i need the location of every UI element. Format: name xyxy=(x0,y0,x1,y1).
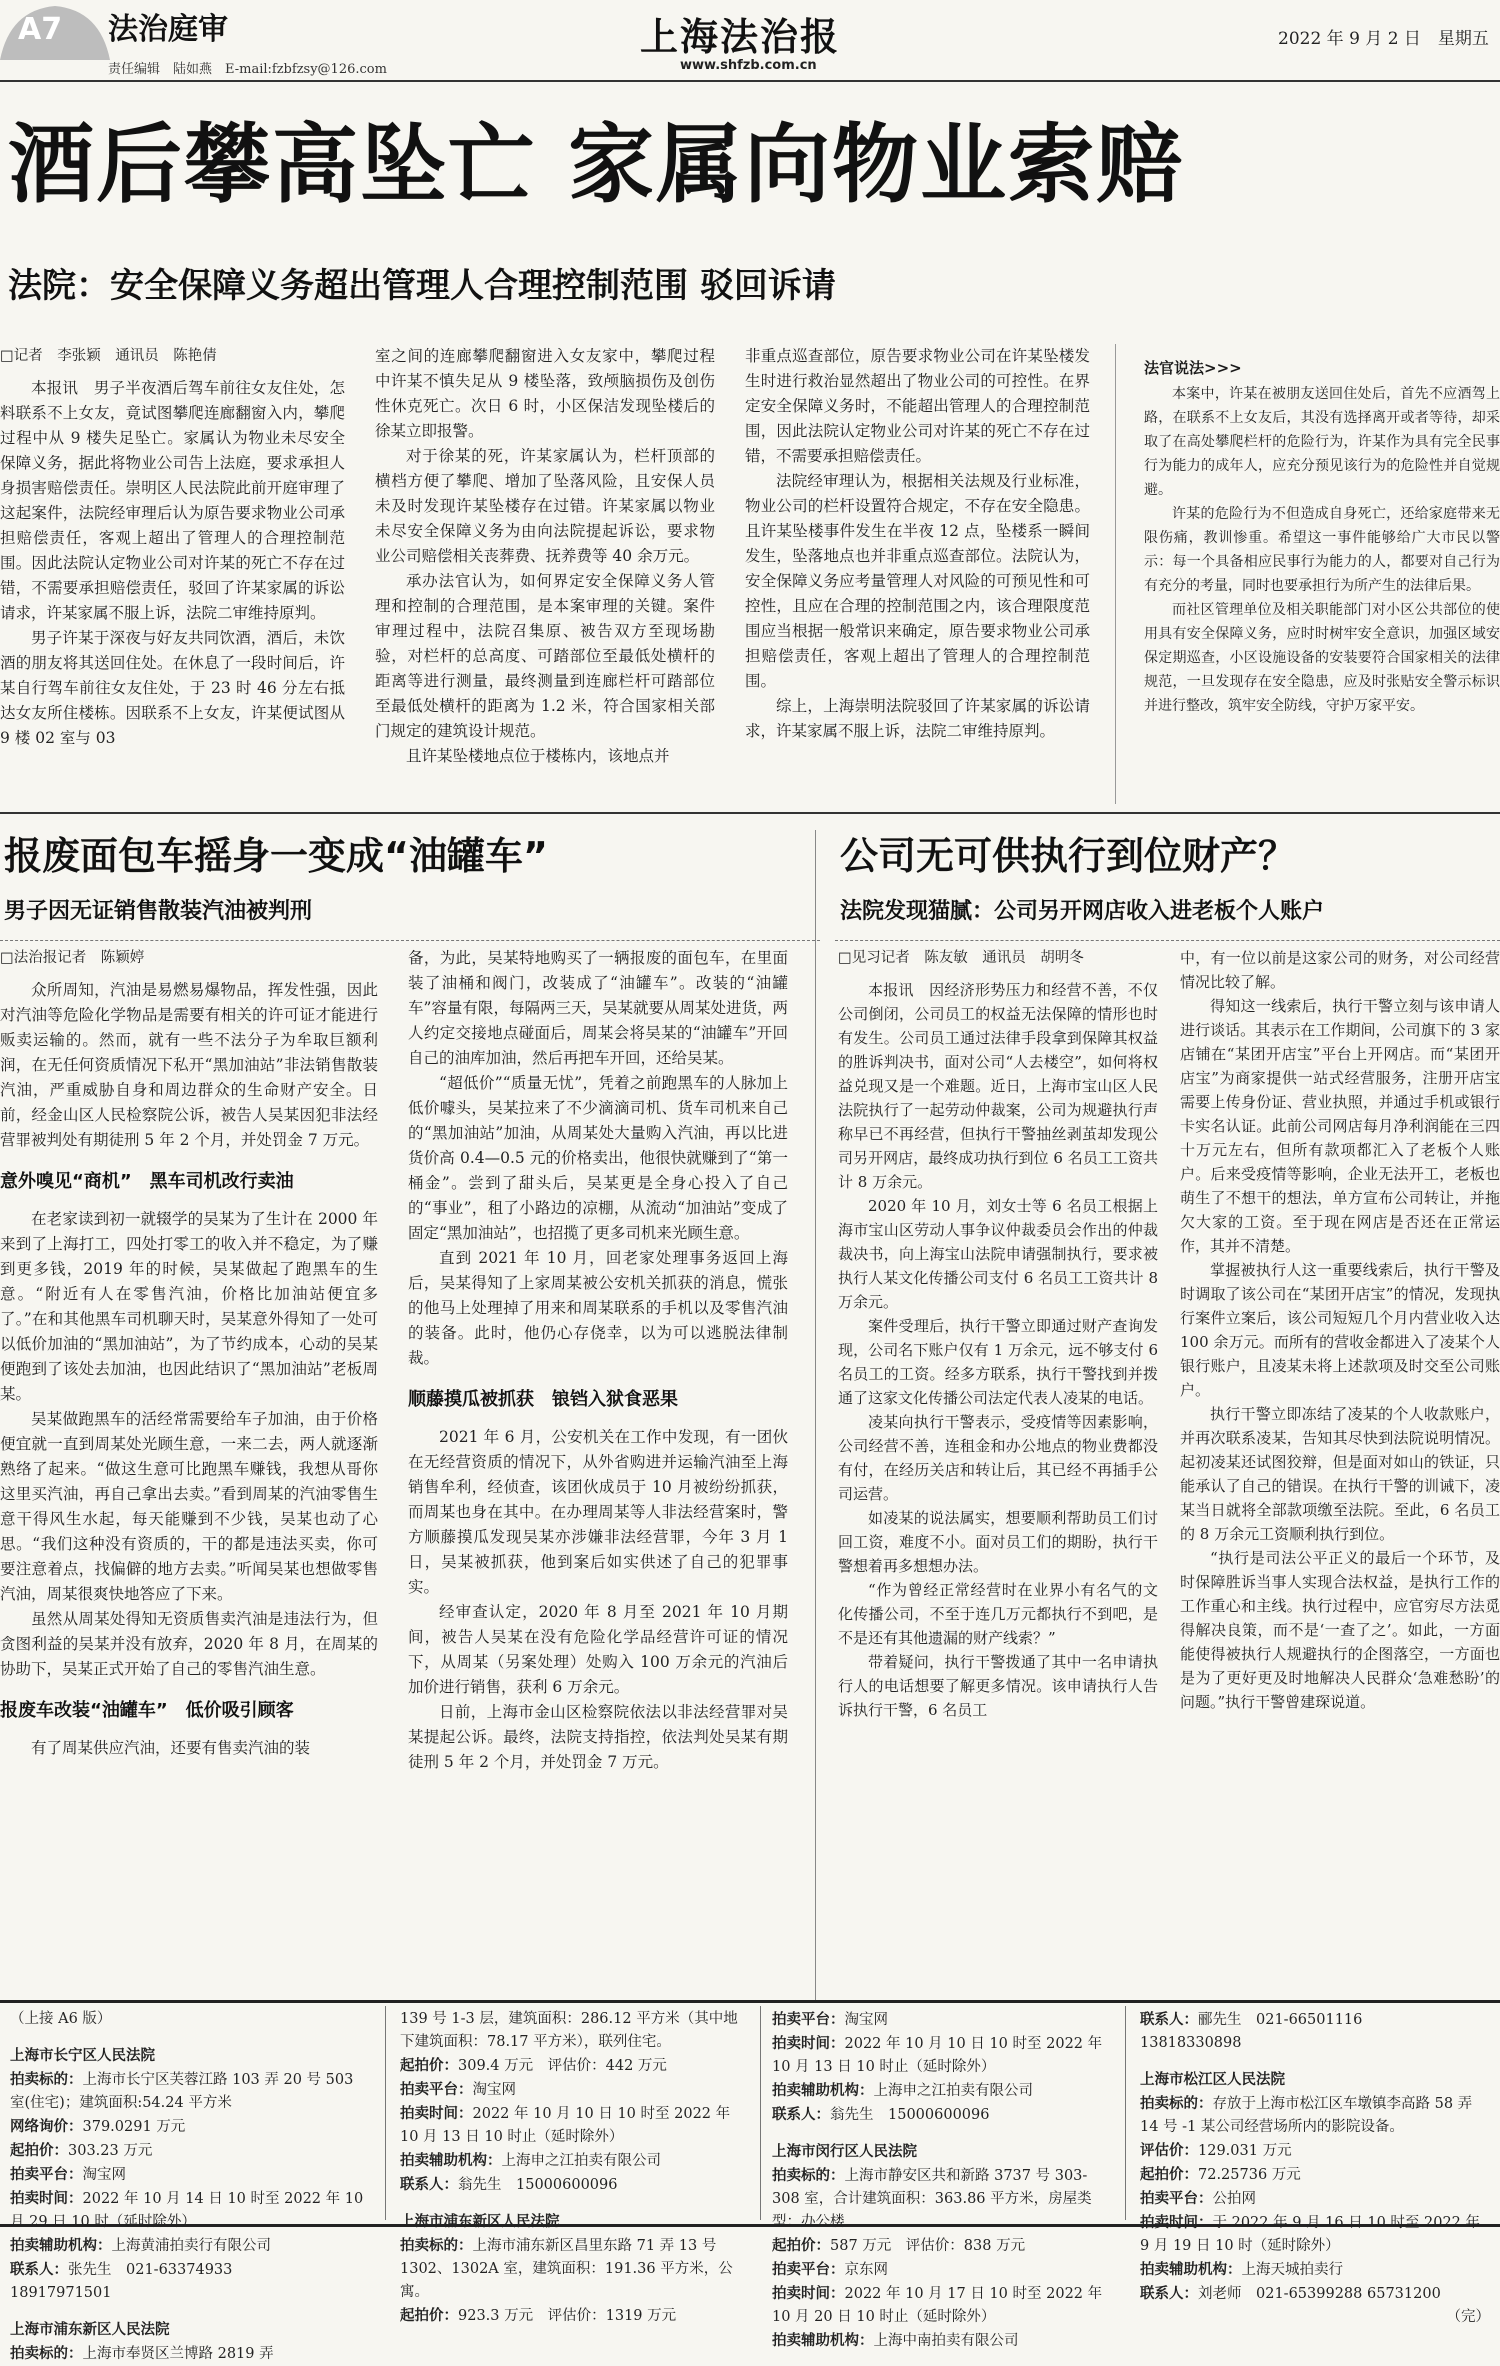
auction-field-label: 起拍价： xyxy=(772,2237,830,2254)
auction-field xyxy=(10,2342,370,2366)
auction-field-label: 拍卖平台： xyxy=(10,2166,83,2183)
story2-paragraph: “超低价”“质量无忧”，凭着之前跑黑车的人脉加上低价噱头，吴某拉来了不少滴滴司机、货车司机来自己的“黑加油站”加油，从周某处大量购入汽油，再以比进货价高 0.4—0.5 元的价格卖出，他很快就赚到了“第一桶金”。尝到了甜头后，吴某更是全身心投入了自己的“事业”，租了小路边的凉棚，从流动“加油站”变成了固定“黑加油站”，也招揽了更多司机来光顾生意。 xyxy=(408,1074,788,1242)
auction-field-label: 起拍价： xyxy=(10,2142,68,2159)
story3-headline: 公司无可供执行到位财产？ xyxy=(840,834,1297,878)
auction-field-value: 翁先生 15000600096 xyxy=(830,2107,990,2123)
lead-byline: □记者 李张颖 通讯员 陈艳倩 xyxy=(0,348,217,364)
judge-box-title: 法官说法>>> xyxy=(1144,359,1242,377)
editor-line: 责任编辑 陆如燕 E-mail:fzbfzsy@126.com xyxy=(108,62,387,77)
story2-subheading: 意外嗅见“商机” 黑车司机改行卖油 xyxy=(0,1171,294,1192)
auction-court-name: 上海市浦东新区人民法院 xyxy=(10,2322,170,2338)
story3-byline: □见习记者 陈友敏 通讯员 胡明冬 xyxy=(838,950,1084,966)
auction-field-value: 379.0291 万元 xyxy=(82,2119,186,2135)
auction-field xyxy=(1140,2211,1490,2258)
auction-court-name: 上海市浦东新区人民法院 xyxy=(400,2214,560,2230)
auction-field-value: 上海申之江拍卖有限公司 xyxy=(501,2153,661,2169)
story3-paragraph: 案件受理后，执行干警立即通过财产查询发现，公司名下账户仅有 1 万余元，远不够支付 6 名员工的工资。经多方联系，执行干警找到并拨通了这家文化传播公司法定代表人凌某的电话。 xyxy=(838,1317,1158,1407)
story2-paragraph: 直到 2021 年 10 月，回老家处理事务返回上海后，吴某得知了上家周某被公安机关抓获的消息，慌张的他马上处理掉了用来和周某联系的手机以及零售汽油的装备。此时，他仍心存侥幸，以为可以逃脱法律制裁。 xyxy=(408,1249,788,1367)
auction-field xyxy=(10,2139,370,2163)
auction-field-label: 拍卖辅助机构： xyxy=(10,2237,112,2254)
lead-paragraph: 综上，上海崇明法院驳回了许某家属的诉讼请求，许某家属不服上诉，法院二审维持原判。 xyxy=(745,697,1090,740)
story2-column-2 xyxy=(408,946,788,1988)
auction-field xyxy=(400,2078,745,2102)
auction-field-value: 上海天城拍卖行 xyxy=(1241,2262,1343,2278)
auction-field-value: 129.031 万元 xyxy=(1198,2143,1292,2159)
lead-paragraph: 法院经审理认为，根据相关法规及行业标准，物业公司的栏杆设置符合规定，不存在安全隐患。且许某坠楼事件发生在半夜 12 点，坠楼系一瞬间发生，坠落地点也并非重点巡查部位。法院认为，安全保障义务应考量管理人对风险的可预见性和可控性，且应在合理的控制范围之内，该合理限度范围应当根据一般常识来确定，原告要求物业公司承担赔偿责任，客观上超出了管理人的合理控制范围。 xyxy=(745,472,1090,690)
auction-field xyxy=(1140,2258,1490,2282)
lead-paragraph: 本报讯 男子半夜酒后驾车前往女友住处，怎料联系不上女友，竟试图攀爬连廊翻窗入内，攀爬过程中从 9 楼失足坠亡。家属认为物业未尽安全保障义务，据此将物业公司告上法庭，要求承担人身损害赔偿责任。崇明区人民法院此前开庭审理了这起案件，法院经审理后认为原告要求物业公司承担赔偿责任，客观上超出了管理人的合理控制范围。因此法院认定物业公司对许某的死亡不存在过错，不需要承担赔偿责任，驳回了许某家属的诉讼请求，许某家属不服上诉，法院二审维持原判。 xyxy=(0,379,345,622)
column-divider xyxy=(815,830,816,2000)
auction-field-label: 拍卖标的： xyxy=(400,2237,473,2254)
page-badge xyxy=(0,0,110,60)
judge-paragraph: 而社区管理单位及相关职能部门对小区公共部位的使用具有安全保障义务，应时时树牢安全意识，加强区域安保定期巡查，小区设施设备的安装要符合国家相关的法律规范，一旦发现存在安全隐患，应及时张贴安全警示标识并进行整改，筑牢安全防线，守护万家平安。 xyxy=(1144,602,1500,714)
auction-field xyxy=(1140,2092,1490,2139)
auction-field-value: 2022 年 10 月 14 日 10 时至 2022 年 10 月 29 日 10 时（延时除外） xyxy=(10,2191,364,2230)
story2-subheading: 报废车改装“油罐车” 低价吸引顾客 xyxy=(0,1700,294,1721)
lead-paragraph: 对于徐某的死，许某家属认为，栏杆顶部的横档方便了攀爬、增加了坠落风险，且安保人员未及时发现许某坠楼存在过错。许某家属以物业未尽安全保障义务为由向法院提起诉讼，要求物业公司赔偿相关丧葬费、抚养费等 40 余万元。 xyxy=(375,447,715,565)
lead-column-1 xyxy=(0,344,345,804)
auction-field xyxy=(400,2054,745,2078)
auction-field-value: 上海中南拍卖有限公司 xyxy=(873,2333,1019,2349)
auction-court-name: 上海市松江区人民法院 xyxy=(1140,2072,1285,2088)
story3-paragraph: 2020 年 10 月，刘女士等 6 名员工根据上海市宝山区劳动人事争议仲裁委员会作出的仲裁裁决书，向上海宝山法院申请强制执行，要求被执行人某文化传播公司支付 6 名员工工资共计 8 万余元。 xyxy=(838,1197,1158,1311)
auction-divider xyxy=(385,2006,386,2220)
auction-field-label: 拍卖标的： xyxy=(10,2071,83,2088)
auction-field xyxy=(772,2032,1112,2079)
auction-field xyxy=(1140,2139,1490,2163)
lead-subhead: 法院：安全保障义务超出管理人合理控制范围 驳回诉请 xyxy=(8,266,836,306)
auction-field-label: 拍卖辅助机构： xyxy=(772,2082,874,2099)
auction-field xyxy=(1140,2008,1490,2055)
auction-field xyxy=(10,2068,370,2115)
lead-headline: 酒后攀高坠亡 家属向物业索赔 xyxy=(8,114,1184,215)
auction-field-value: 上海市静安区共和新路 3737 号 303-308 室，合计建筑面积：363.86 平方米，房屋类型：办公楼 xyxy=(772,2168,1092,2230)
lead-paragraph: 室之间的连廊攀爬翻窗进入女友家中，攀爬过程中许某不慎失足从 9 楼坠落，致颅脑损伤及创伤性休克死亡。次日 6 时，小区保洁发现坠楼后的徐某立即报警。 xyxy=(375,347,715,440)
lead-paragraph: 且许某坠楼地点位于楼栋内，该地点并 xyxy=(406,747,670,765)
lead-column-3 xyxy=(745,344,1090,804)
auction-field-value: 存放于上海市松江区车墩镇李高路 58 弄 14 号 -1 某公司经营场所内的影院设备。 xyxy=(1140,2096,1473,2135)
auction-field-value: 上海申之江拍卖有限公司 xyxy=(873,2083,1033,2099)
auction-field-label: 拍卖平台： xyxy=(400,2081,473,2098)
auction-field-value: 923.3 万元 评估价：1319 万元 xyxy=(458,2308,677,2324)
story3-column-2 xyxy=(1180,946,1500,1988)
auction-field-value: 72.25736 万元 xyxy=(1198,2167,1301,2183)
lead-paragraph: 承办法官认为，如何界定安全保障义务人管理和控制的合理范围，是本案审理的关键。案件审理过程中，法院召集原、被告双方至现场勘验，对栏杆的总高度、可踏部位至最低处横杆的距离等进行测量，最终测量到连廊栏杆可踏部位至最低处横杆的距离为 1.2 米，符合国家相关部门规定的建筑设计规范。 xyxy=(375,572,715,740)
auction-field-label: 联系人： xyxy=(772,2106,830,2123)
auction-field-label: 拍卖时间： xyxy=(1140,2214,1213,2231)
auction-column-4 xyxy=(1140,2008,1490,2325)
auction-field-value: 上海市长宁区芙蓉江路 103 弄 20 号 503 室(住宅)；建筑面积:54.24 平方米 xyxy=(10,2072,354,2111)
auction-field-label: 拍卖时间： xyxy=(772,2285,845,2302)
auction-field xyxy=(400,2149,745,2173)
story3-rule xyxy=(835,940,1500,941)
story2-column-1 xyxy=(0,946,378,1988)
auction-field-label: 评估价： xyxy=(1140,2142,1198,2159)
auction-field xyxy=(772,2329,1112,2353)
auction-field-value: 淘宝网 xyxy=(472,2082,516,2098)
auction-field-label: 拍卖标的： xyxy=(1140,2095,1213,2112)
story3-paragraph: 如凌某的说法属实，想要顺利帮助员工们讨回工资，难度不小。面对员工们的期盼，执行干警想着再多想想办法。 xyxy=(838,1509,1158,1575)
story2-paragraph: 吴某做跑黑车的活经常需要给车子加油，由于价格便宜就一直到周某处光顾生意，一来二去，两人就逐渐熟络了起来。“做这生意可比跑黑车赚钱，我想从哥你这里买汽油，再自己拿出去卖。”看到周某的汽油零售生意干得风生水起，每天能赚到不少钱，吴某也动了心思。“我们这种没有资质的，干的都是违法买卖，你可要注意着点，找偏僻的地方去卖。”听闻吴某也想做零售汽油，周某很爽快地答应了下来。 xyxy=(0,1410,378,1603)
auction-field-value: 张先生 021-63374933 18917971501 xyxy=(10,2262,305,2301)
auction-column-1 xyxy=(10,2008,370,2362)
auction-field-label: 起拍价： xyxy=(1140,2166,1198,2183)
section-divider xyxy=(0,812,1500,814)
auction-field-value: 2022 年 10 月 10 日 10 时至 2022 年 10 月 13 日 10 时止（延时除外） xyxy=(400,2106,731,2145)
judge-paragraph: 本案中，许某在被朋友送回住处后，首先不应酒驾上路，在联系不上女友后，其没有选择离开或者等待，却采取了在高处攀爬栏杆的危险行为，许某作为具有完全民事行为能力的成年人，应充分预见该行为的危险性并自觉规避。 xyxy=(1144,386,1500,498)
auction-field xyxy=(10,2258,370,2305)
auction-field xyxy=(10,2234,370,2258)
auction-field-label: 拍卖平台： xyxy=(772,2261,845,2278)
auction-field xyxy=(400,2173,745,2197)
story2-paragraph: 在老家读到初一就辍学的吴某为了生计在 2000 年来到了上海打工，四处打零工的收入并不稳定，为了赚到更多钱，2019 年的时候，吴某做起了跑黑车的生意。“附近有人在零售汽油，价格比加油站便宜多了。”在和其他黑车司机聊天时，吴某意外得知了一处可以低价加油的“黑加油站”，为了节约成本，心动的吴某便跑到了该处去加油，也因此结识了“黑加油站”老板周某。 xyxy=(0,1210,378,1403)
auction-field-value: 303.23 万元 xyxy=(68,2143,153,2159)
auction-column-2 xyxy=(400,2008,745,2324)
auction-field xyxy=(400,2304,745,2328)
auction-field-label: 拍卖时间： xyxy=(400,2105,473,2122)
paper-website: www.shfzb.com.cn xyxy=(680,58,817,73)
auction-field-value: 京东网 xyxy=(844,2262,888,2278)
story2-rule xyxy=(0,940,820,941)
auction-field xyxy=(772,2103,1112,2127)
auction-field xyxy=(400,2234,745,2304)
auction-field xyxy=(772,2079,1112,2103)
auction-field xyxy=(1140,2282,1490,2306)
auction-field-value: 2022 年 10 月 10 日 10 时至 2022 年 10 月 13 日 10 时止（延时除外） xyxy=(772,2036,1103,2075)
auction-field xyxy=(772,2008,1112,2032)
story2-paragraph: 日前，上海市金山区检察院依法以非法经营罪对吴某提起公诉。最终，法院支持指控，依法判处吴某有期徒刑 5 年 2 个月，并处罚金 7 万元。 xyxy=(408,1703,788,1771)
auction-field xyxy=(772,2282,1112,2329)
auction-field xyxy=(772,2164,1112,2234)
auction-field xyxy=(10,2163,370,2187)
auction-field-label: 起拍价： xyxy=(400,2057,458,2074)
auction-field-label: 拍卖时间： xyxy=(10,2190,83,2207)
judge-paragraph: 许某的危险行为不但造成自身死亡，还给家庭带来无限伤痛，教训惨重。希望这一事件能够给广大市民以警示：每一个具备相应民事行为能力的人，都要对自己行为有充分的考量，同时也要承担行为所产生的法律后果。 xyxy=(1144,506,1500,594)
story2-paragraph: 经审查认定，2020 年 8 月至 2021 年 10 月期间，被告人吴某在没有危险化学品经营许可证的情况下，从周某（另案处理）处购入 100 万余元的汽油后加价进行销售，获利 6 万余元。 xyxy=(408,1603,788,1696)
auction-field xyxy=(10,2187,370,2234)
auction-field xyxy=(772,2258,1112,2282)
story3-column-1 xyxy=(838,946,1158,1988)
story3-paragraph: 中，有一位以前是这家公司的财务，对公司经营情况比较了解。 xyxy=(1180,949,1500,991)
section-title: 法治庭审 xyxy=(108,12,228,47)
story3-paragraph: “作为曾经正常经营时在业界小有名气的文化传播公司，不至于连几万元都执行不到吧，是不是还有其他遗漏的财产线索？” xyxy=(838,1581,1158,1647)
story3-subhead: 法院发现猫腻：公司另开网店收入进老板个人账户 xyxy=(840,899,1325,924)
auction-field-label: 联系人： xyxy=(10,2261,68,2278)
story2-paragraph: 虽然从周某处得知无资质售卖汽油是违法行为，但贪图利益的吴某并没有放弃，2020 年 8 月，在周某的协助下，吴某正式开始了自己的零售汽油生意。 xyxy=(0,1610,378,1678)
auction-field-label: 起拍价： xyxy=(400,2307,458,2324)
auction-court-name: 上海市长宁区人民法院 xyxy=(10,2048,155,2064)
auction-field-label: 联系人： xyxy=(1140,2011,1198,2028)
judge-box-text xyxy=(1144,382,1500,718)
story2-paragraph: 众所周知，汽油是易燃易爆物品，挥发性强，因此对汽油等危险化学物品是需要有相关的许可证才能进行贩卖运输的。然而，就有一些不法分子为牟取巨额利润，在无任何资质情况下私开“黑加油站”非法销售散装汽油，严重威胁自身和周边群众的生命财产安全。日前，经金山区人民检察院公诉，被告人吴某因犯非法经营罪被判处有期徒刑 5 年 2 个月，并处罚金 7 万元。 xyxy=(0,981,378,1149)
story3-paragraph: 带着疑问，执行干警拨通了其中一名申请执行人的电话想要了解更多情况。该申请执行人告诉执行干警，6 名员工 xyxy=(838,1653,1158,1719)
auction-field-label: 拍卖标的： xyxy=(10,2345,83,2362)
lead-column-2 xyxy=(375,344,715,804)
auction-field-label: 拍卖辅助机构： xyxy=(1140,2261,1242,2278)
auction-field-label: 拍卖辅助机构： xyxy=(400,2152,502,2169)
auction-text: 139 号 1-3 层，建筑面积：286.12 平方米（其中地下建筑面积：78.17 平方米），联列住宅。 xyxy=(400,2011,738,2050)
auction-field xyxy=(772,2234,1112,2258)
story2-paragraph: 备，为此，吴某特地购买了一辆报废的面包车，在里面装了油桶和阀门，改装成了“油罐车”。改装的“油罐车”容量有限，每隔两三天，吴某就要从周某处进货，两人约定交接地点碰面后，周某会将吴某的“油罐车”开回自己的油库加油，然后再把车开回，还给吴某。 xyxy=(408,949,788,1067)
story2-subheading: 顺藤摸瓜被抓获 锒铛入狱食恶果 xyxy=(408,1389,678,1410)
auction-field-value: 309.4 万元 评估价：442 万元 xyxy=(458,2058,667,2074)
auction-field-label: 拍卖平台： xyxy=(772,2011,845,2028)
auction-field-label: 拍卖标的： xyxy=(772,2167,845,2184)
auction-divider xyxy=(760,2006,761,2220)
auction-field-label: 拍卖辅助机构： xyxy=(772,2332,874,2349)
story2-paragraph: 有了周某供应汽油，还要有售卖汽油的装 xyxy=(31,1739,311,1757)
auction-column-3 xyxy=(772,2008,1112,2349)
auction-field-label: 拍卖平台： xyxy=(1140,2190,1213,2207)
auction-field-value: 上海黄浦拍卖行有限公司 xyxy=(111,2238,271,2254)
story3-paragraph: 执行干警立即冻结了凌某的个人收款账户，并再次联系凌某，告知其尽快到法院说明情况。起初凌某还试图狡辩，但是面对如山的铁证，只能承认了自己的错误。在执行干警的训诫下，凌某当日就将全部款项缴至法院。至此，6 名员工的 8 万余元工资顺利执行到位。 xyxy=(1180,1405,1500,1543)
auction-field xyxy=(10,2115,370,2139)
auction-text: （上接 A6 版） xyxy=(10,2011,112,2027)
paper-name: 上海法治报 xyxy=(640,14,841,59)
story2-byline: □法治报记者 陈颖婷 xyxy=(0,950,145,966)
auction-end-mark: （完） xyxy=(1446,2309,1490,2325)
auction-field xyxy=(1140,2163,1490,2187)
auction-field-value: 公拍网 xyxy=(1212,2191,1256,2207)
story3-paragraph: 本报讯 因经济形势压力和经营不善，不仅公司倒闭，公司员工的权益无法保障的情形也时有发生。公司员工通过法律手段拿到保障其权益的胜诉判决书，面对公司“人去楼空”，如何将权益兑现又是一个难题。近日，上海市宝山区人民法院执行了一起劳动仲裁案，公司为规避执行声称早已不再经营，但执行干警抽丝剥茧却发现公司另开网店，最终成功执行到位 6 名员工工资共计 8 万余元。 xyxy=(838,981,1158,1191)
story3-paragraph: 掌握被执行人这一重要线索后，执行干警及时调取了该公司在“某团开店宝”的情况，发现执行案件立案后，该公司短短几个月内营业收入达 100 余万元。而所有的营收金都进入了凌某个人银行账户，且凌某未将上述款项及时交至公司账户。 xyxy=(1180,1261,1500,1399)
story3-paragraph: 凌某向执行干警表示，受疫情等因素影响，公司经营不善，连租金和办公地点的物业费都没有付，在经历关店和转让后，其已经不再插手公司运营。 xyxy=(838,1413,1158,1503)
auction-field-value: 上海市奉贤区兰博路 2819 弄 xyxy=(82,2346,274,2362)
page-number: A7 xyxy=(18,12,63,47)
issue-date: 2022 年 9 月 2 日 星期五 xyxy=(1278,29,1489,49)
auction-field-value: 刘老师 021-65399288 65731200 xyxy=(1198,2286,1441,2302)
story2-headline: 报废面包车摇身一变成“油罐车” xyxy=(4,834,548,878)
auction-top-border xyxy=(0,2000,1500,2003)
story3-paragraph: “执行是司法公平正义的最后一个环节，及时保障胜诉当事人实现合法权益，是执行工作的工作重心和主线。执行过程中，应官穷尽方法觅得解决良策，而不是‘一查了之’。如此，一方面能使得被执行人规避执行的企图落空，一方面也是为了更好更及时地解决人民群众‘急难愁盼’的问题。”执行干警曾建琛说道。 xyxy=(1180,1549,1500,1711)
masthead-rule xyxy=(0,80,1500,82)
story2-paragraph: 2021 年 6 月，公安机关在工作中发现，有一团伙在无经营资质的情况下，从外省购进并运输汽油至上海销售牟利，经侦查，该团伙成员于 10 月被纷纷抓获，而周某也身在其中。在办理周某等人非法经营案时，警方顺藤摸瓜发现吴某亦涉嫌非法经营罪，今年 3 月 1 日，吴某被抓获，他到案后如实供述了自己的犯罪事实。 xyxy=(408,1428,788,1596)
story2-subhead: 男子因无证销售散装汽油被判刑 xyxy=(4,899,313,924)
auction-field-value: 于 2022 年 9 月 16 日 10 时至 2022 年 9 月 19 日 10 时（延时除外） xyxy=(1140,2215,1481,2254)
auction-field-label: 联系人： xyxy=(1140,2285,1198,2302)
auction-field-value: 淘宝网 xyxy=(82,2167,126,2183)
auction-field-value: 淘宝网 xyxy=(844,2012,888,2028)
auction-court-name: 上海市闵行区人民法院 xyxy=(772,2144,917,2160)
auction-field xyxy=(400,2102,745,2149)
auction-field-value: 587 万元 评估价：838 万元 xyxy=(830,2238,1026,2254)
story3-paragraph: 得知这一线索后，执行干警立刻与该申请人进行谈话。其表示在工作期间，公司旗下的 3 家店铺在“某团开店宝”平台上开网店。而“某团开店宝”为商家提供一站式经营服务，注册开店宝需要上传身份证、营业执照，并通过手机或银行卡实名认证。此前公司网店每月净利润能在三四十万元左右，但所有款项都汇入了老板个人账户。后来受疫情等影响，企业无法开工，老板也萌生了不想干的想法，单方宣布公司转让，并拖欠大家的工资。至于现在网店是否还在正常运作，其并不清楚。 xyxy=(1180,997,1500,1255)
auction-field-label: 网络询价： xyxy=(10,2118,83,2135)
auction-field-label: 联系人： xyxy=(400,2176,458,2193)
auction-field-value: 郦先生 021-66501116 13818330898 xyxy=(1140,2012,1435,2051)
auction-field-value: 上海市浦东新区昌里东路 71 弄 13 号 1302、1302A 室，建筑面积：191.36 平方米，公寓。 xyxy=(400,2238,733,2300)
auction-field xyxy=(1140,2187,1490,2211)
auction-field-value: 翁先生 15000600096 xyxy=(458,2177,618,2193)
auction-field-value: 2022 年 10 月 17 日 10 时至 2022 年 10 月 20 日 10 时止（延时除外） xyxy=(772,2286,1103,2325)
auction-field-label: 拍卖时间： xyxy=(772,2035,845,2052)
judge-commentary-box xyxy=(1115,344,1500,804)
auction-divider xyxy=(1125,2006,1126,2220)
lead-paragraph: 男子许某于深夜与好友共同饮酒，酒后，未饮酒的朋友将其送回住处。在休息了一段时间后，许某自行驾车前往女友住处，于 23 时 46 分左右抵达女友所住楼栋。因联系不上女友，许某便试图从 9 楼 02 室与 03 xyxy=(0,629,345,747)
lead-paragraph: 非重点巡查部位，原告要求物业公司在许某坠楼发生时进行救治显然超出了物业公司的可控性。在界定安全保障义务时，不能超出管理人的合理控制范围，因此法院认定物业公司对许某的死亡不存在过错，不需要承担赔偿责任。 xyxy=(745,347,1090,465)
